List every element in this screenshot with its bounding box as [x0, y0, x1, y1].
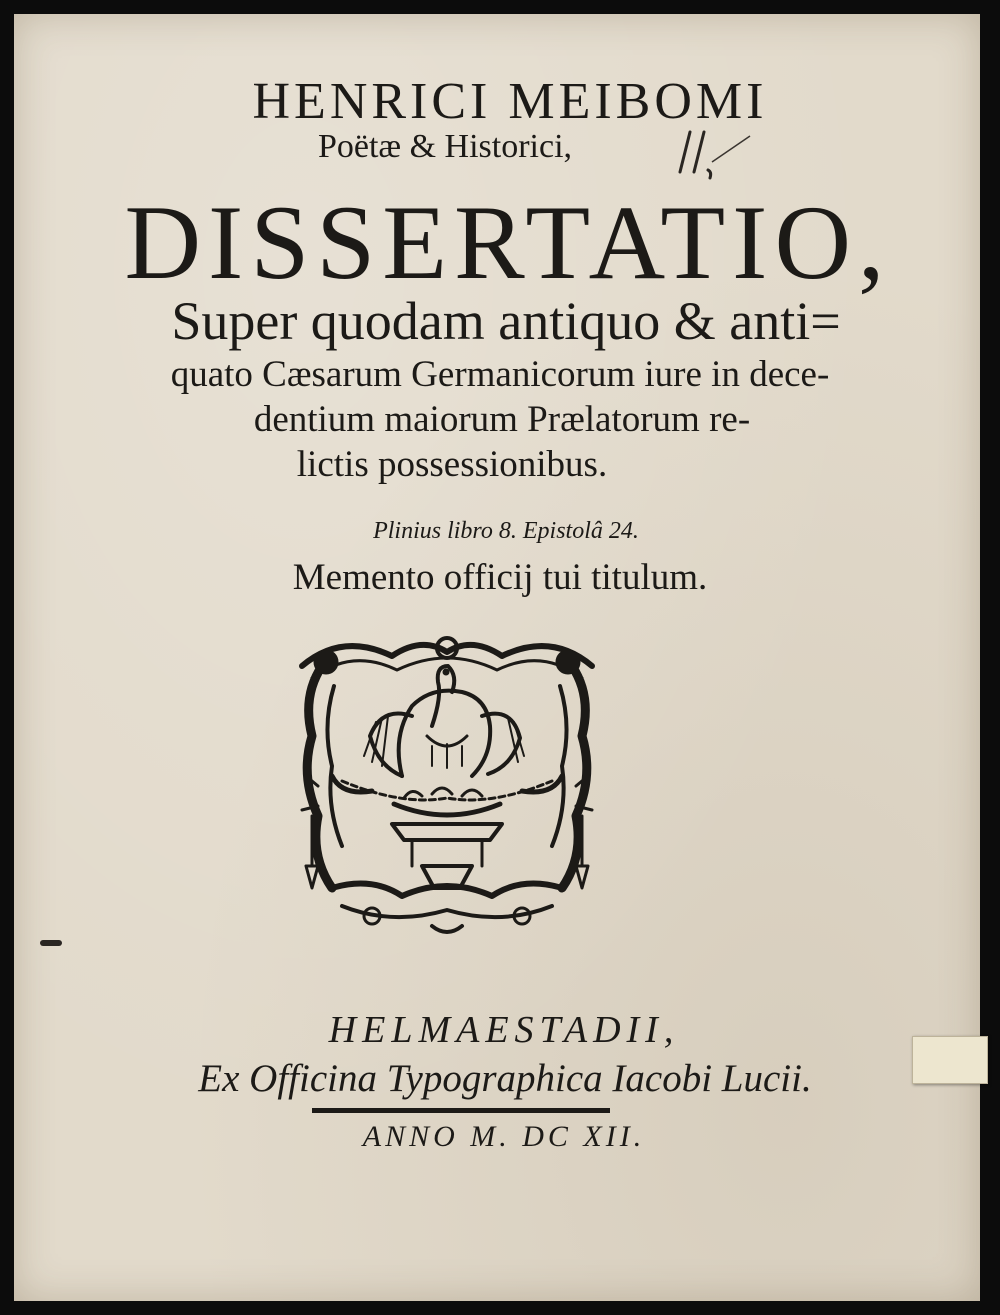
description-line-3: dentium maiorum Prælatorum re- — [253, 399, 751, 440]
imprint-printer: Ex Officina Typographica Iacobi Lucii. — [198, 1057, 812, 1100]
work-title: DISSERTATIO, — [124, 184, 892, 301]
author-role: Poëtæ & Historici, — [317, 128, 573, 165]
description-line-2: quato Cæsarum Germanicorum iure in dece- — [170, 354, 830, 395]
ink-speck — [40, 940, 62, 946]
author-name: HENRICI MEIBOMI — [252, 73, 768, 130]
description-line-4: lictis possessionibus. — [296, 444, 608, 485]
printer-device-woodcut — [282, 626, 612, 946]
imprint-rule — [312, 1108, 610, 1113]
description-line-1: Super quodam antiquo & anti= — [171, 291, 841, 351]
imprint-place: HELMAESTADII, — [328, 1009, 680, 1051]
motto: Memento officij tui titulum. — [292, 557, 708, 598]
citation: Plinius libro 8. Epistolâ 24. — [373, 518, 639, 544]
handwritten-mark — [672, 122, 752, 182]
imprint-year: ANNO M. DC XII. — [362, 1120, 646, 1153]
